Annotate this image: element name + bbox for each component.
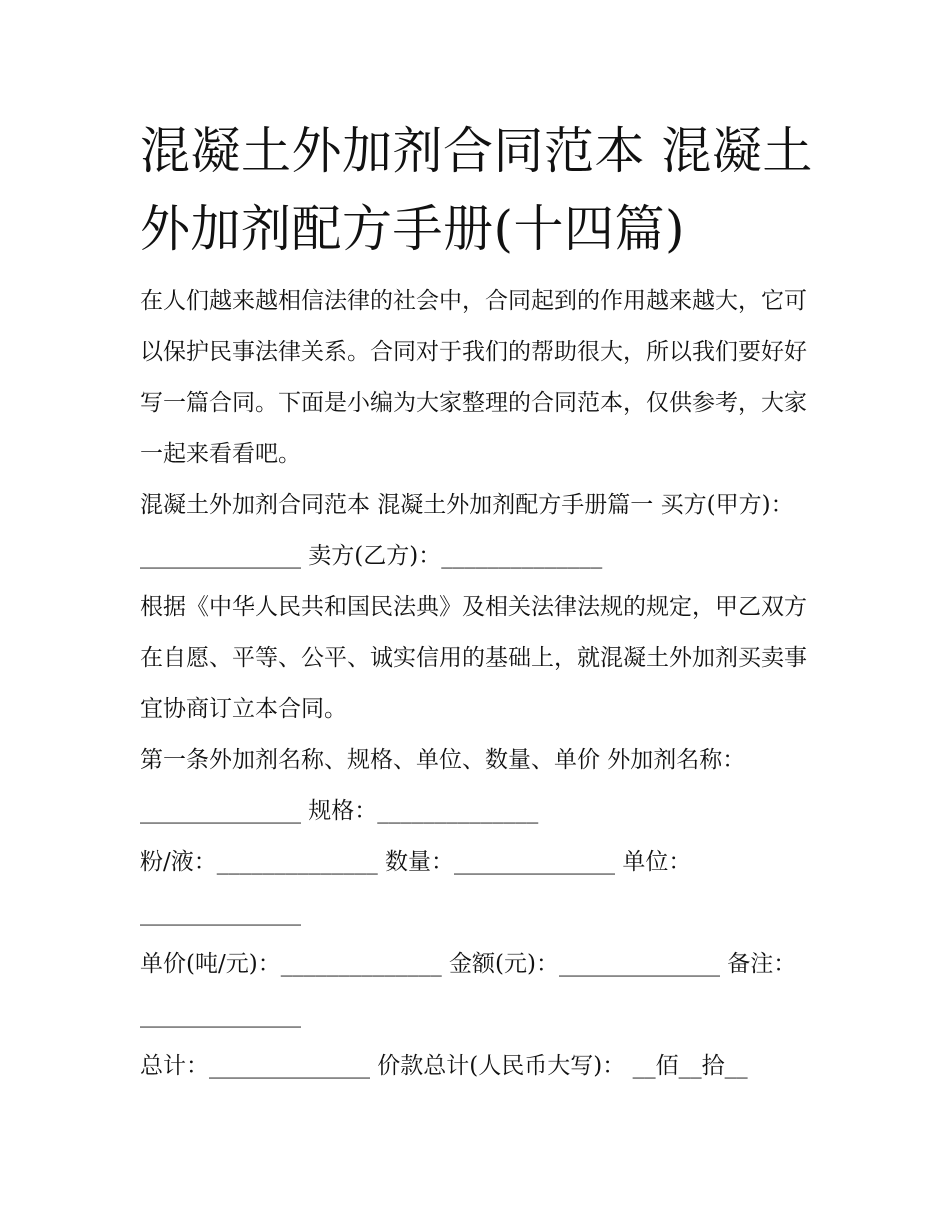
document-title: 混凝土外加剂合同范本 混凝土外加剂配方手册(十四篇) <box>140 122 813 258</box>
form-line-price: 单价(吨/元)：______________ 金额(元)：______________ 备注：______________ <box>140 951 797 1028</box>
article-one-paragraph: 第一条外加剂名称、规格、单位、数量、单价 外加剂名称：______________ 规格：______________ <box>140 747 746 824</box>
form-line-quantity: 粉/液：______________ 数量：______________ 单位：______________ <box>140 849 692 926</box>
intro-paragraph: 在人们越来越相信法律的社会中，合同起到的作用越来越大，它可以保护民事法律关系。合同对于我们的帮助很大，所以我们要好好写一篇合同。下面是小编为大家整理的合同范本，仅供参考，大家一起来看看吧。 <box>140 288 807 467</box>
basis-paragraph: 根据《中华人民共和国民法典》及相关法律法规的规定，甲乙双方在自愿、平等、公平、诚实信用的基础上，就混凝土外加剂买卖事宜协商订立本合同。 <box>140 594 807 722</box>
parties-paragraph: 混凝土外加剂合同范本 混凝土外加剂配方手册篇一 买方(甲方)：______________ 卖方(乙方)：______________ <box>140 492 794 569</box>
form-line-total: 总计：______________ 价款总计(人民币大写)： __佰__拾__ <box>140 1053 748 1079</box>
document-body <box>140 276 815 1092</box>
